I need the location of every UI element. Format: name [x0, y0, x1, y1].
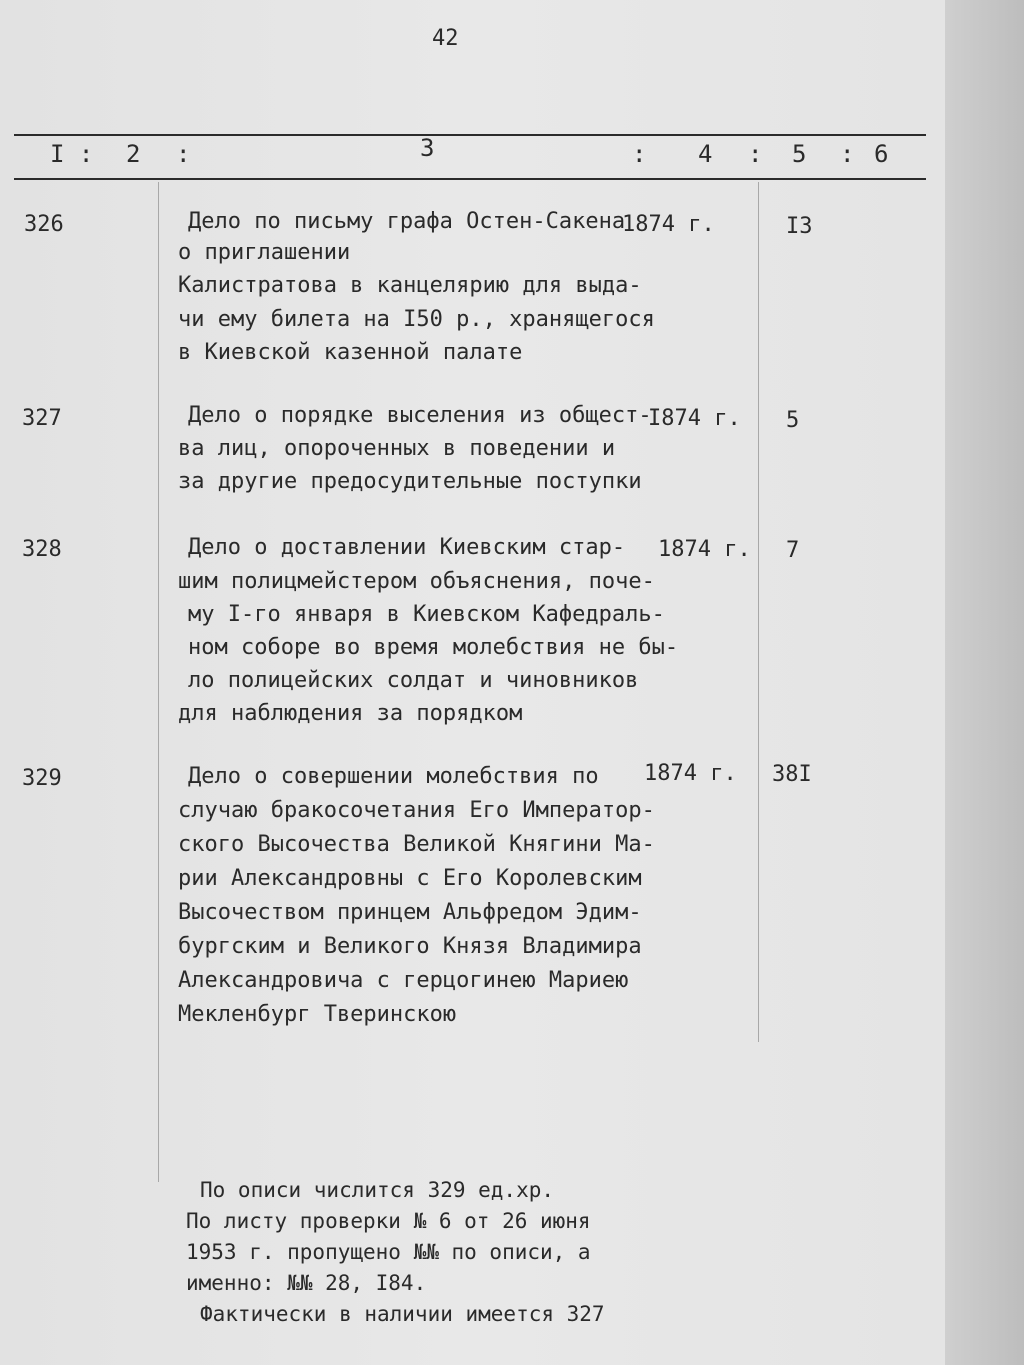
- entry-year: 1874 г.: [658, 537, 751, 562]
- header-sep-5: :: [840, 140, 855, 168]
- entry-title-line: рии Александровны с Его Королевским: [178, 866, 642, 891]
- column-divider-left: [158, 182, 159, 1182]
- page-edge: [945, 0, 1024, 1365]
- entry-title-line: Дело о совершении молебствия по: [188, 764, 599, 789]
- header-col-5: 5: [792, 140, 807, 168]
- entry-title-line: Александровича с герцогинею Мариею: [178, 968, 629, 993]
- footer-line: 1953 г. пропущено №№ по описи, а: [186, 1240, 591, 1264]
- header-sep-2: :: [176, 140, 191, 168]
- footer-line: именно: №№ 28, I84.: [186, 1271, 427, 1295]
- entry-title-line: за другие предосудительные поступки: [178, 469, 642, 494]
- entry-title-line: Мекленбург Тверинскою: [178, 1002, 457, 1027]
- header-rule-bottom: [14, 178, 926, 180]
- header-sep-3: :: [632, 140, 647, 168]
- entry-number: 329: [22, 766, 62, 791]
- entry-title-line: ского Высочества Великой Княгини Ма-: [178, 832, 655, 857]
- header-rule-top: [14, 134, 926, 136]
- entry-title-line: му I-го января в Киевском Кафедраль-: [188, 602, 665, 627]
- footer-line: Фактически в наличии имеется 327: [200, 1302, 605, 1326]
- entry-title-line: Дело по письму графа Остен-Сакена: [188, 209, 626, 234]
- entry-title-line: Дело о порядке выселения из общест-: [188, 403, 652, 428]
- entry-title-line: чи ему билета на I50 р., хранящегося: [178, 307, 655, 332]
- entry-title-line: Высочеством принцем Альфредом Эдим-: [178, 900, 642, 925]
- entry-sheet-count: I3: [786, 214, 813, 239]
- column-divider-right: [758, 182, 759, 1042]
- entry-title-line: случаю бракосочетания Его Император-: [178, 798, 655, 823]
- entry-title-line: ва лиц, опороченных в поведении и: [178, 436, 616, 461]
- entry-title-line: бургским и Великого Князя Владимира: [178, 934, 642, 959]
- header-col-6: 6: [874, 140, 889, 168]
- entry-year: 1874 г.: [622, 212, 715, 237]
- footer-line: По листу проверки № 6 от 26 июня: [186, 1209, 591, 1233]
- entry-title-line: Дело о доставлении Киевским стар-: [188, 535, 626, 560]
- header-col-3: 3: [420, 134, 435, 162]
- entry-year: 1874 г.: [644, 761, 737, 786]
- entry-title-line: Калистратова в канцелярию для выда-: [178, 273, 642, 298]
- entry-title-line: в Киевской казенной палате: [178, 340, 523, 365]
- entry-year: I874 г.: [648, 406, 741, 431]
- page-number: 42: [432, 26, 459, 51]
- entry-sheet-count: 7: [786, 538, 800, 563]
- header-sep-4: :: [748, 140, 763, 168]
- entry-number: 327: [22, 406, 62, 431]
- entry-sheet-count: 38I: [772, 762, 812, 787]
- entry-title-line: для наблюдения за порядком: [178, 701, 523, 726]
- footer-line: По описи числится 329 ед.хр.: [200, 1178, 555, 1202]
- header-col-2: 2: [126, 140, 141, 168]
- header-col-1: I :: [50, 140, 94, 168]
- entry-title-line: ло полицейских солдат и чиновников: [188, 668, 639, 693]
- entry-title-line: о приглашении: [178, 240, 351, 265]
- entry-number: 328: [22, 537, 62, 562]
- entry-number: 326: [24, 212, 64, 237]
- entry-sheet-count: 5: [786, 408, 800, 433]
- entry-title-line: ном соборе во время молебствия не бы-: [188, 635, 679, 660]
- entry-title-line: шим полицмейстером объяснения, поче-: [178, 569, 655, 594]
- header-col-4: 4: [698, 140, 713, 168]
